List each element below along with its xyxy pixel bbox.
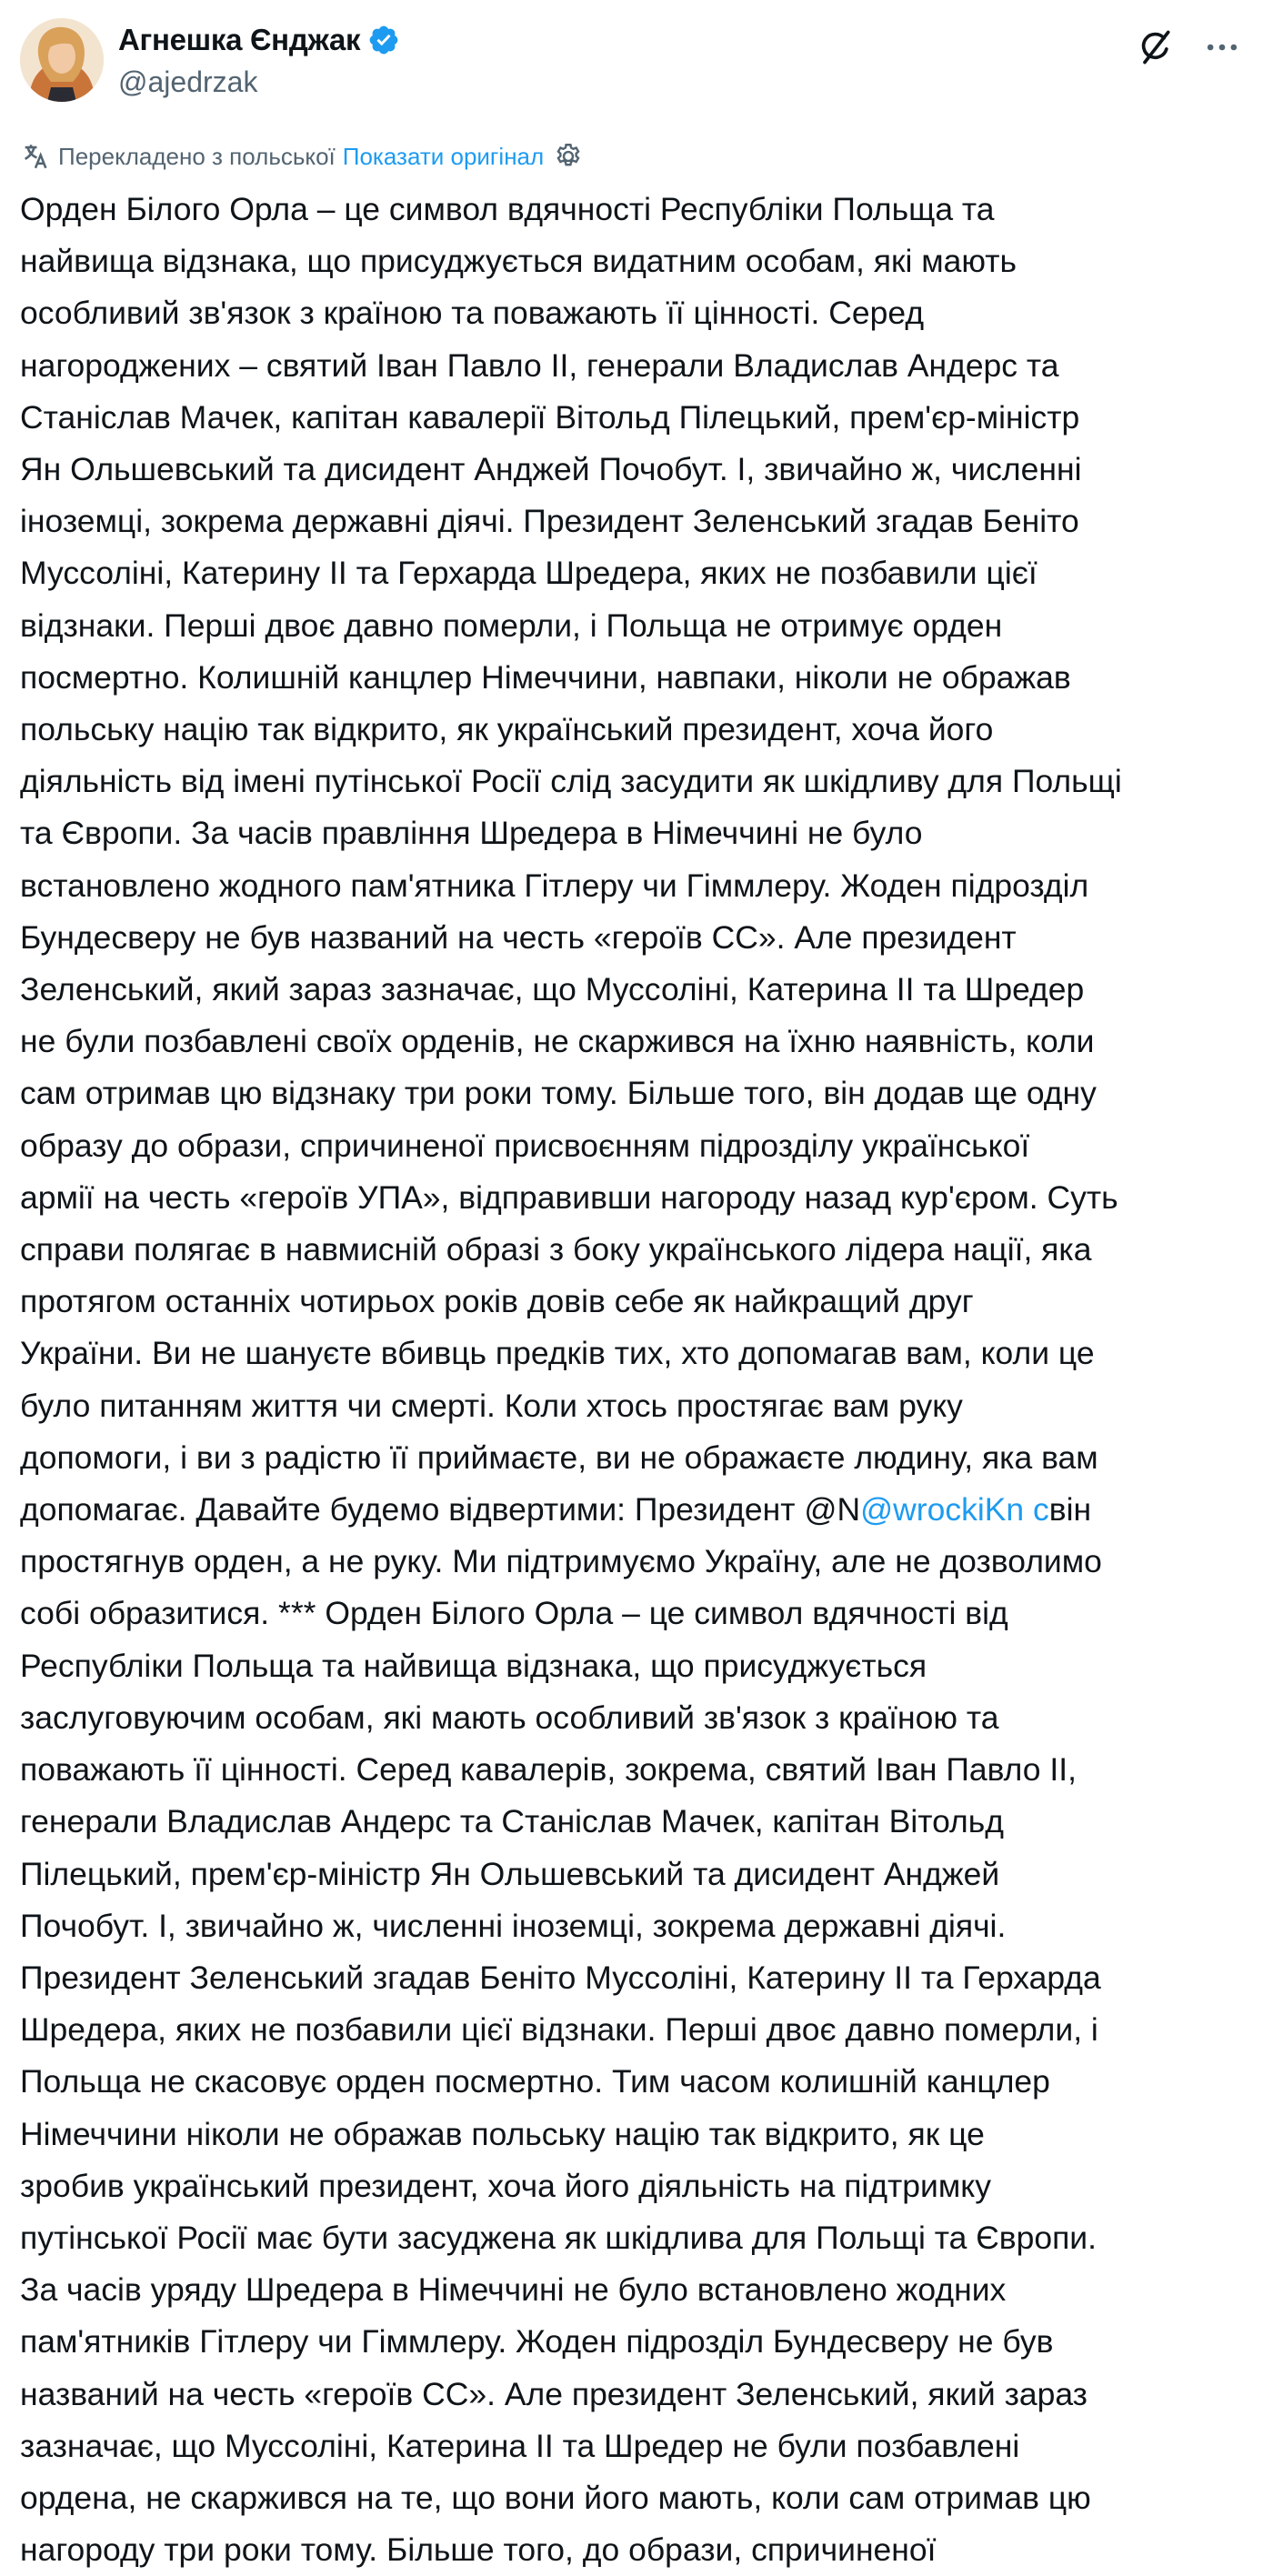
tweet-text-part-1: Орден Білого Орла – це символ вдячності Республіки Польща та найвища відзнака, що присуджується видатним особам, які мають особливий зв'язок з країною та поважають її цінності. Серед нагороджених – святий Іван Павло II, генерали Владислав Андерс та Станіслав Мачек, капітан кавалерії Вітольд Пілецький, прем'єр-міністр Ян Ольшевський та дисидент Анджей Почобут. І, звичайно ж, численні іноземці, зокрема державні діячі. Президент Зеленський згадав Беніто Муссоліні, Катерину II та Герхарда Шредера, яких не позбавили цієї відзнаки. Перші двоє давно померли, і Польща не отримує орден посмертно. Колишній канцлер Німеччини, навпаки, ніколи не ображав польську націю так відкрито, як український президент, хоча його діяльність від імені путінської Росії слід засудити як шкідливу для Польщі та Європи. За часів правління Шредера в Німеччині не було встановлено жодного пам'ятника Гітлеру чи Гіммлеру. Жоден підрозділ Бундесверу не був названий на честь «героїв СС». Але президент Зеленський, який зараз зазначає, що Муссоліні, Катерина II та Шредер не були позбавлені своїх орденів, не скаржився на їхню наявність, коли сам отримав цю відзнаку три роки тому. Більше того, він додав ще одну образу до образи, спричиненої присвоєнням підрозділу української армії на честь «героїв УПА», відправивши нагороду назад кур'єром. Суть справи полягає в навмисній образі з боку українського лідера нації, яка протягом останніх чотирьох років довів себе як найкращий друг України. Ви не шануєте вбивць предків тих, хто допомагав вам, коли це було питанням життя чи смерті. Коли хтось простягає вам руку допомоги, і ви з радістю її приймаєте, ви не ображаєте людину, яка вам допомагає. Давайте будемо відвертими: Президент @N [20,191,1122,1529]
author-handle[interactable]: @ajedrzak [118,65,258,98]
display-name-row [118,20,400,60]
header-actions [1135,27,1242,67]
settings-icon[interactable] [553,141,584,172]
more-icon[interactable] [1202,27,1242,67]
verified-badge-icon[interactable] [367,24,400,56]
author-names [118,20,400,102]
tweet-header [20,18,1253,109]
mention-link[interactable]: @wrockiKn c [860,1491,1049,1529]
grok-icon[interactable] [1135,27,1175,67]
display-name[interactable]: Агнешка Єнджак [118,23,361,56]
translation-bar [20,136,584,176]
tweet-text-part-2: він простягнув орден, а не руку. Ми підтримуємо Україну, але не дозволимо собі образитися. *** Орден Білого Орла – це символ вдячності від Республіки Польща та найвища відзнака, що присуджується заслуговуючим особам, які мають особливий зв'язок з країною та поважають її цінності. Серед кавалерів, зокрема, святий Іван Павло II, генерали Владислав Андерс та Станіслав Мачек, капітан Вітольд Пілецький, прем'єр-міністр Ян Ольшевський та дисидент Анджей Почобут. І, звичайно ж, численні іноземці, зокрема державні діячі. Президент Зеленський згадав Беніто Муссоліні, Катерину II та Герхарда Шредера, яких не позбавили цієї відзнаки. Перші двоє давно померли, і Польща не скасовує орден посмертно. Тим часом колишній канцлер Німеччини ніколи не ображав польську націю так відкрито, як це зробив український президент, хоча його діяльність на підтримку путінської Росії має бути засуджена як шкідлива для Польщі та Європи. За часів уряду Шредера в Німеччині не було встановлено жодних пам'ятників Гітлеру чи Гіммлеру. Жоден підрозділ Бундесверу не був названий на честь «героїв СС». Але президент Зеленський, який зараз зазначає, що Муссоліні, Катерина II та Шредер не були позбавлені ордена, не скаржився на те, що вони його мають, коли сам отримав цю нагороду три роки тому. Більше того, до образи, спричиненої [20,1491,1102,2569]
show-original-link[interactable]: Показати оригінал [342,143,545,170]
avatar[interactable] [20,18,104,102]
translate-icon [20,141,51,172]
tweet-text [20,184,1258,2576]
translated-label: Перекладено з польської [58,143,336,170]
